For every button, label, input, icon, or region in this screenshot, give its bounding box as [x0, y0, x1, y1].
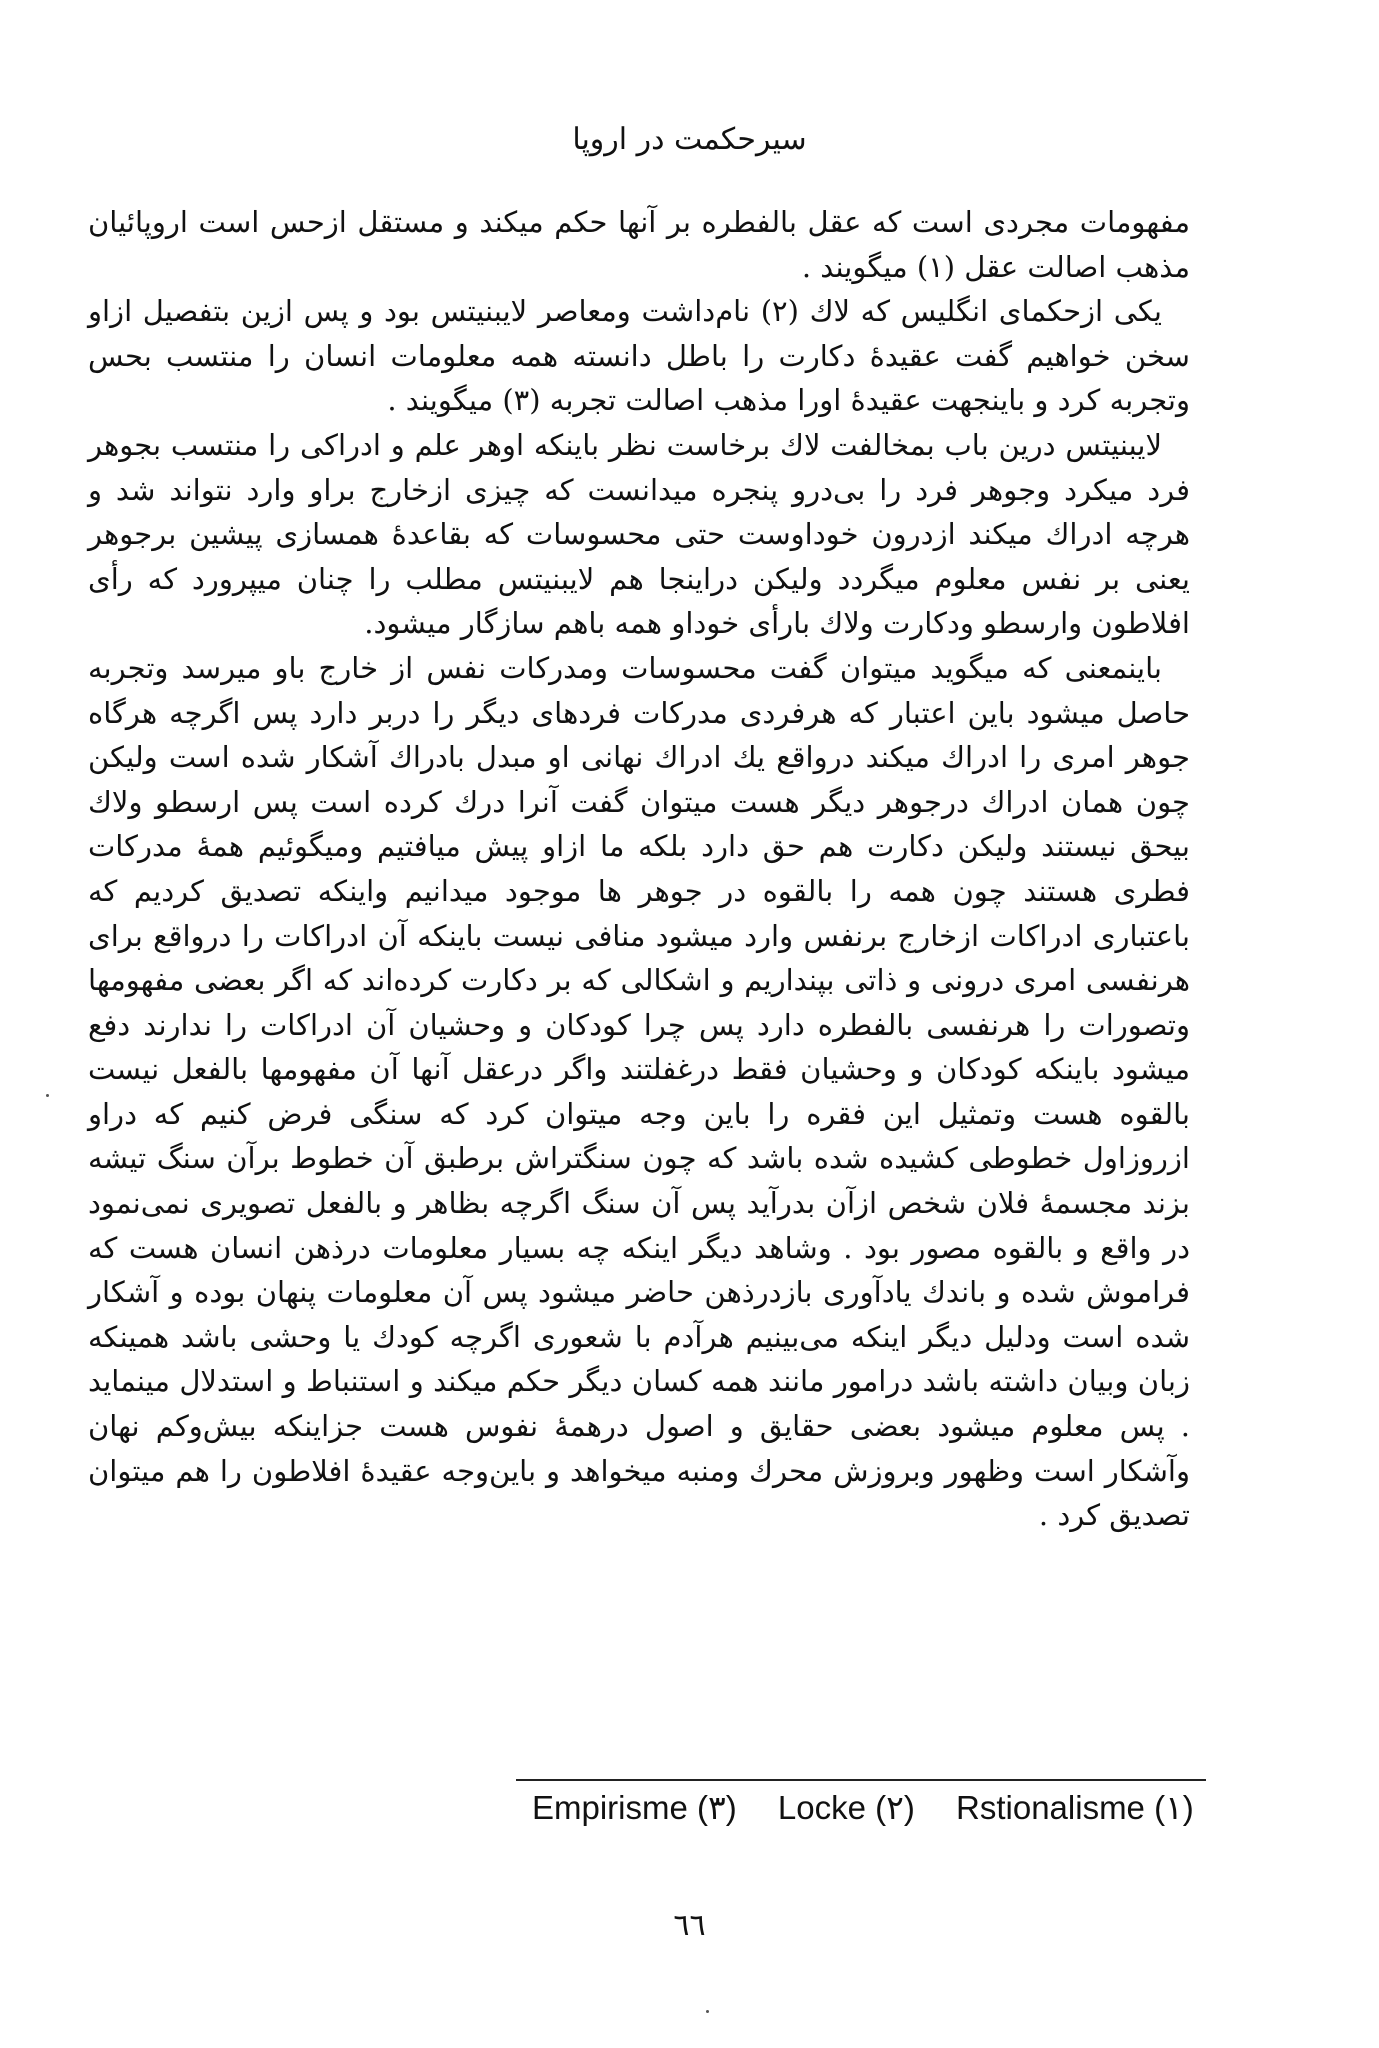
footnotes	[500, 1788, 1194, 1827]
main-text	[88, 200, 1190, 1538]
paragraph-3: لایبنیتس درین باب بمخالفت لاك برخاست نظر باینکه اوهر علم و ادراکی را منتسب بجوهر فرد میکرد وجوهر فرد را بی‌درو پنجره میدانست که چیزی ازخارج براو وارد نتواند شد و هرچه ادراك میکند ازدرون خوداوست حتی محسوسات که بقاعدهٔ همسازی پیشین برجوهر یعنی بر نفس معلوم میگردد ولیکن دراینجا هم لایبنیتس مطلب را چنان میپرورد که رأی افلاطون وارسطو ودکارت ولاك بارأی خوداو همه باهم سازگار میشود.	[88, 427, 1190, 641]
running-header: سیرحکمت در اروپا	[572, 122, 807, 157]
footnote-3: Empirisme (۳)	[532, 1789, 737, 1826]
scan-speck	[706, 2010, 709, 2013]
page-number: ٦٦	[673, 1908, 706, 1943]
scan-speck	[46, 1094, 49, 1097]
paragraph-4: باینمعنی که میگوید میتوان گفت محسوسات ومدرکات نفس از خارج باو میرسد وتجربه حاصل میشود باین اعتبار که هرفردی مدرکات فردهای دیگر را دربر دارد پس اگرچه هرگاه جوهر امری را ادراك میکند درواقع یك ادراك نهانی او مبدل بادراك آشکار شده است ولیکن چون همان ادراك درجوهر دیگر هست میتوان گفت آنرا درك کرده است پس ارسطو ولاك بیحق نیستند ولیکن دکارت هم حق دارد بلکه ما ازاو پیش میافتیم ومیگوئیم همهٔ مدرکات فطری هستند چون همه را بالقوه در جوهر ها موجود میدانیم واینکه تصدیق کردیم که باعتباری ادراکات ازخارج برنفس وارد میشود منافی نیست باینکه آن ادراکات را درواقع برای هرنفسی امری درونی و ذاتی بپنداریم و اشکالی که بر دکارت کرده‌اند که اگر بعضی مفهومها وتصورات را هرنفسی بالفطره دارد پس چرا کودکان و وحشیان آن ادراکات را ندارند دفع میشود باینکه کودکان و وحشیان فقط درغفلتند واگر درعقل آنها آن مفهومها بالفعل نیست بالقوه هست وتمثیل این فقره را باین وجه میتوان کرد که سنگی فرض کنیم که دراو ازروزاول خطوطی کشیده شده باشد که چون سنگتراش برطبق آن خطوط برآن سنگ تیشه بزند مجسمهٔ فلان شخص ازآن بدرآید پس آن سنگ اگرچه بظاهر و بالفعل تصویری نمی‌نمود در واقع و بالقوه مصور بود . وشاهد دیگر اینکه چه بسیار معلومات درذهن انسان هست که فراموش شده و باندك یادآوری بازدرذهن حاضر میشود پس آن معلومات پنهان بوده و آشکار شده است ودلیل دیگر اینکه می‌بینیم هرآدم با شعوری اگرچه کودك یا وحشی باشد همینکه زبان وبیان داشته باشد درامور مانند همه کسان دیگر حکم میکند و استنباط و استدلال مینماید . پس معلوم میشود بعضی حقایق و اصول درهمهٔ نفوس هست جزاینکه بیش‌وکم نهان وآشکار است وظهور وبروزش محرك ومنبه میخواهد و باین‌وجه عقیدهٔ افلاطون را هم میتوان تصدیق کرد .	[88, 650, 1190, 1533]
footnote-2: Locke (۲)	[777, 1789, 915, 1826]
footnote-divider	[516, 1779, 1206, 1781]
footnote-1: Rstionalisme (۱)	[956, 1789, 1194, 1826]
paragraph-2: یکی ازحکمای انگلیس که لاك (۲) نام‌داشت ومعاصر لایبنیتس بود و پس ازین بتفصیل ازاو سخن خواهیم گفت عقیدهٔ دکارت را باطل دانسته همه معلومات انسان را منتسب بحس وتجربه کرد و باینجهت عقیدهٔ اورا مذهب اصالت تجربه (۳) میگویند .	[88, 294, 1190, 418]
paragraph-1: مفهومات مجردی است که عقل بالفطره بر آنها حکم میکند و مستقل ازحس است اروپائیان مذهب اصالت عقل (۱) میگویند .	[88, 205, 1190, 284]
